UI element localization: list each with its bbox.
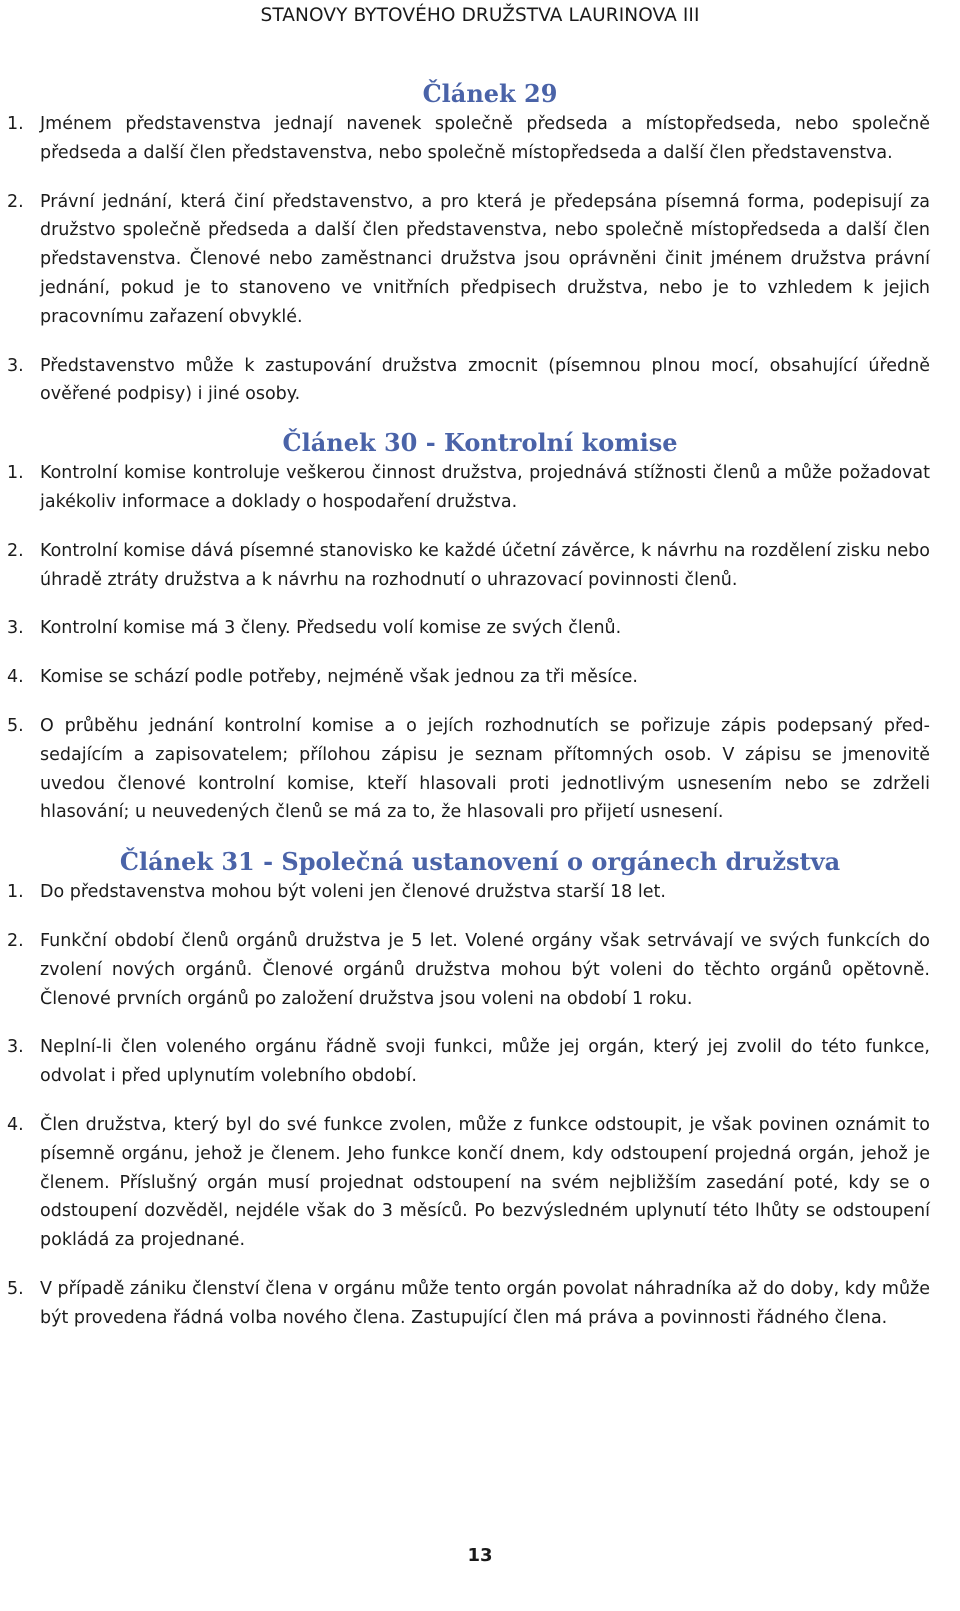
article-30-item-2 — [0, 537, 930, 595]
item-number: 1. — [7, 114, 24, 134]
item-number: 2. — [7, 540, 24, 561]
article-30-item-4 — [0, 663, 930, 692]
running-header: STANOVY BYTOVÉHO DRUŽSTVA LAURINOVA III — [260, 5, 700, 26]
article-30-item-1 — [0, 459, 930, 517]
item-text: Představenstvo může k zastupování družstva zmocnit (písemnou plnou mocí, obsahující úředně ověřené podpisy) i jiné osoby. — [40, 355, 930, 405]
article-30-heading: Článek 30 - Kontrolní komise — [282, 428, 678, 458]
article-31-item-1 — [0, 878, 930, 907]
article-29-item-1 — [0, 110, 930, 168]
item-text: V případě zániku členství člena v orgánu může tento orgán povolat náhradníka až do doby, kdy může být provedena řádná volba nového člena. Zastupující člen má práva a povinnosti řádného člena. — [40, 1278, 930, 1328]
article-31-heading: Článek 31 - Společná ustanovení o orgánech družstva — [119, 847, 841, 877]
article-30-item-3 — [0, 614, 930, 643]
item-text: Kontrolní komise dává písemné stanovisko ke každé účetní závěrce, k návrhu na rozdělení zisku nebo úhradě ztráty družstva a k návrhu na rozhodnutí o uhrazovací povinnosti členů. — [40, 540, 930, 590]
item-text: Neplní-li člen voleného orgánu řádně svoji funkci, může jej orgán, který jej zvolil do této funkce, odvolat i před uplynutím volebního období. — [40, 1037, 930, 1087]
article-31-item-4 — [0, 1111, 930, 1255]
item-text: Člen družstva, který byl do své funkce zvolen, může z funkce odstoupit, je však povinen oznámit to písemně orgánu, jehož je členem. Jeho funkce končí dnem, kdy odstoupení projedná orgán, jehož je členem. Příslušný orgán musí projednat odstoupení na svém nejbližším zasedání poté, kdy se o odstoupení dozvěděl, nejdéle však do 3 měsíců. Po bezvýsledném uplynutí této lhůty se odstoupení pokládá za projednané. — [40, 1114, 930, 1251]
item-text: Jménem představenstva jednají navenek společně předseda a místopředseda, nebo společně předseda a další člen představenstva, nebo společně místopředseda a další člen představenstva. — [40, 114, 930, 163]
item-text: Právní jednání, která činí představenstvo, a pro která je předepsána písemná forma, podepisují za družstvo společně předseda a další člen představenstva, nebo společně místopředseda a další člen představenstva. Členové nebo zaměstnanci družstva jsou oprávněni činit jménem družstva právní jednání, pokud je to stanoveno ve vnitřních předpisech družstva, nebo je to vzhledem k jejich pracovnímu zařazení obvyklé. — [40, 191, 930, 327]
article-31-item-3 — [0, 1033, 930, 1091]
item-number: 4. — [7, 667, 24, 688]
item-number: 5. — [7, 1278, 24, 1299]
article-30-item-5 — [0, 712, 930, 827]
item-text: Funkční období členů orgánů družstva je 5 let. Volené orgány však setrvávají ve svých funkcích do zvolení nových orgánů. Členové orgánů družstva mohou být voleni do těchto orgánů opětovně. Členové prvních orgánů po založení družstva jsou voleni na období 1 roku. — [40, 930, 930, 1009]
article-31-item-2 — [0, 927, 930, 1013]
document-body — [0, 78, 960, 1333]
item-number: 3. — [7, 618, 24, 639]
article-29-item-2 — [0, 188, 930, 332]
article-29-heading: Článek 29 — [422, 79, 558, 108]
item-number: 4. — [7, 1114, 24, 1135]
item-number: 3. — [7, 355, 24, 376]
item-text: Do představenstva mohou být voleni jen členové družstva starší 18 let. — [40, 882, 666, 903]
item-number: 5. — [7, 715, 24, 736]
item-number: 1. — [7, 882, 24, 903]
page-number: 13 — [467, 1545, 493, 1566]
item-number: 3. — [7, 1037, 24, 1058]
item-number: 2. — [7, 930, 24, 951]
item-number: 1. — [7, 463, 24, 484]
article-29-item-3 — [0, 352, 930, 410]
item-text: Komise se schází podle potřeby, nejméně však jednou za tři měsíce. — [40, 667, 638, 688]
item-text: Kontrolní komise kontroluje veškerou činnost družstva, projednává stížnosti členů a může požadovat jakékoliv informace a doklady o hospodaření družstva. — [40, 463, 930, 512]
article-31-item-5 — [0, 1275, 930, 1333]
item-text: O průběhu jednání kontrolní komise a o jejích rozhodnutích se pořizuje zápis podepsaný před-sedajícím a zapisovatelem; přílohou zápisu je seznam přítomných osob. V zápisu se jmenovitě uvedou členové kontrolní komise, kteří hlasovali proti jednotlivým usnesením nebo se zdrželi hlasování; u neuvedených členů se má za to, že hlasovali pro přijetí usnesení. — [40, 715, 930, 823]
item-text: Kontrolní komise má 3 členy. Předsedu volí komise ze svých členů. — [40, 618, 622, 639]
item-number: 2. — [7, 191, 24, 212]
